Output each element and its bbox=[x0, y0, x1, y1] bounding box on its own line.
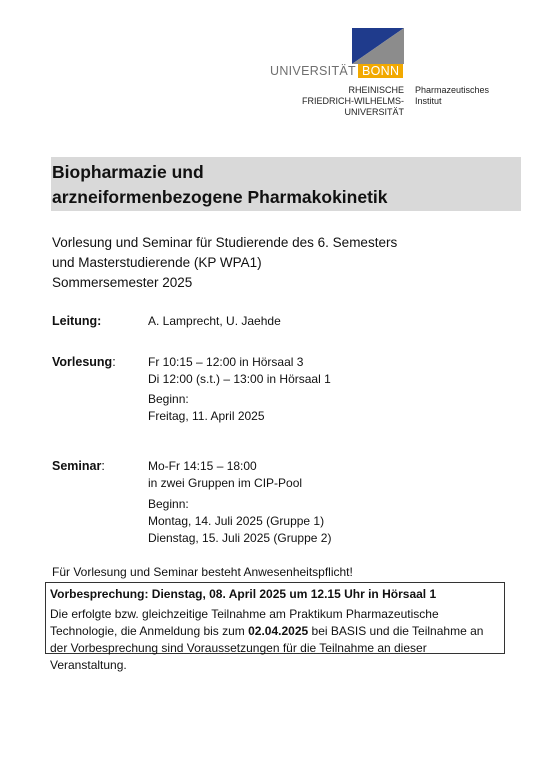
university-name-line: UNIVERSITÄT bbox=[344, 107, 404, 117]
university-name-line: RHEINISCHE bbox=[348, 85, 404, 95]
university-name bbox=[302, 85, 404, 118]
vorlesung-label bbox=[52, 353, 116, 371]
leitung-label: Leitung: bbox=[52, 314, 102, 328]
vorlesung-times bbox=[148, 354, 331, 388]
vorlesung-time: Di 12:00 (s.t.) – 13:00 in Hörsaal 1 bbox=[148, 372, 331, 386]
seminar-start-date: Montag, 14. Juli 2025 (Gruppe 1) bbox=[148, 514, 325, 528]
institute-name-line: Institut bbox=[415, 96, 442, 106]
seminar-time: in zwei Gruppen im CIP-Pool bbox=[148, 476, 303, 490]
course-title-line: arzneiformenbezogene Pharmakokinetik bbox=[52, 187, 388, 207]
wordmark-universitaet: UNIVERSITÄT bbox=[270, 64, 356, 78]
notice-body bbox=[50, 606, 500, 674]
seminar-times bbox=[148, 458, 302, 492]
seminar-start bbox=[148, 496, 331, 547]
vorlesung-start-label: Beginn: bbox=[148, 392, 189, 406]
vorlesung-start-date: Freitag, 11. April 2025 bbox=[148, 409, 265, 423]
notice-heading: Vorbesprechung: Dienstag, 08. April 2025 um 12.15 Uhr in Hörsaal 1 bbox=[50, 587, 437, 601]
course-description bbox=[52, 233, 397, 293]
university-name-line: FRIEDRICH-WILHELMS- bbox=[301, 96, 404, 106]
seminar-start-label: Beginn: bbox=[148, 497, 189, 511]
notice-text-part: bei BASIS und die Teilnahme an der Vorbesprechung sind Voraussetzungen für die Teilnahme an dieser Veranstaltung. bbox=[50, 624, 484, 672]
preliminary-meeting-notice bbox=[45, 582, 505, 672]
seminar-label bbox=[52, 457, 105, 475]
wordmark-bonn: BONN bbox=[358, 64, 403, 78]
vorlesung-label-text: Vorlesung bbox=[52, 355, 113, 369]
description-line: und Masterstudierende (KP WPA1) bbox=[52, 255, 262, 270]
attendance-note: Für Vorlesung und Seminar besteht Anwesenheitspflicht! bbox=[52, 565, 353, 579]
vorlesung-start bbox=[148, 391, 265, 425]
vorlesung-label-colon: : bbox=[112, 355, 116, 369]
leitung-value: A. Lamprecht, U. Jaehde bbox=[148, 314, 281, 328]
seminar-time: Mo-Fr 14:15 – 18:00 bbox=[148, 459, 257, 473]
seminar-start-date: Dienstag, 15. Juli 2025 (Gruppe 2) bbox=[148, 531, 332, 545]
description-line: Sommersemester 2025 bbox=[52, 275, 193, 290]
registration-deadline: 02.04.2025 bbox=[248, 624, 309, 638]
seminar-label-colon: : bbox=[101, 459, 105, 473]
course-title bbox=[52, 160, 388, 210]
seminar-label-text: Seminar bbox=[52, 459, 102, 473]
university-logo-icon bbox=[352, 28, 404, 64]
description-line: Vorlesung und Seminar für Studierende des 6. Semesters bbox=[52, 235, 398, 250]
course-title-line: Biopharmazie und bbox=[52, 162, 204, 182]
institute-name-line: Pharmazeutisches bbox=[415, 85, 490, 95]
university-wordmark bbox=[270, 64, 403, 78]
vorlesung-time: Fr 10:15 – 12:00 in Hörsaal 3 bbox=[148, 355, 304, 369]
institute-name bbox=[415, 85, 489, 107]
notice-text-part: Die erfolgte bzw. gleichzeitige Teilnahme am Praktikum Pharmazeutische Technologie, die Anmeldung bis zum bbox=[50, 607, 439, 638]
